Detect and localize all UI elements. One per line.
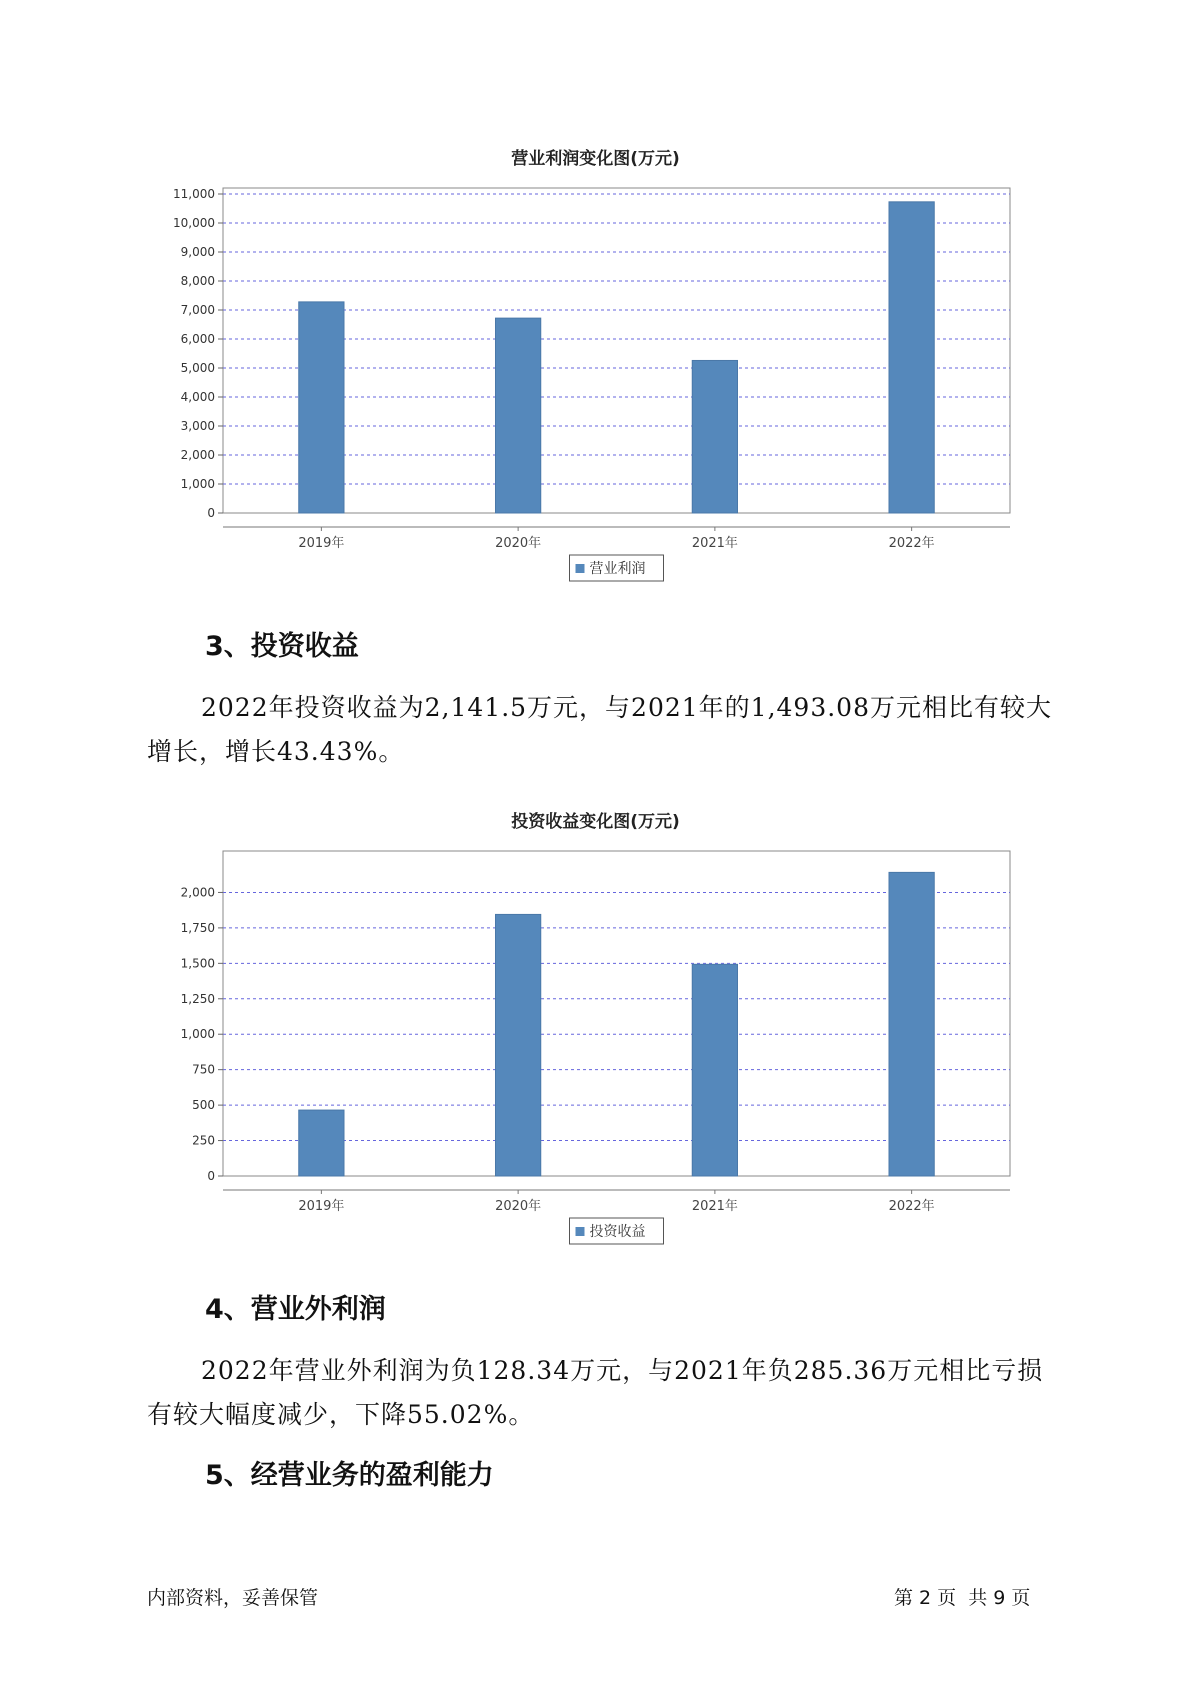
x-tick-label: 2022年	[888, 1199, 935, 1214]
x-tick-label: 2020年	[495, 536, 542, 551]
legend	[570, 1218, 664, 1244]
y-tick-label: 1,250	[180, 991, 215, 1006]
legend-label: 投资收益	[589, 1224, 646, 1240]
y-tick-label: 250	[192, 1133, 215, 1148]
y-tick-label: 500	[192, 1098, 215, 1113]
legend-label: 营业利润	[589, 561, 646, 577]
section-heading-operating-profitability: 5、经营业务的盈利能力	[205, 1460, 494, 1491]
operating-profit-chart	[140, 175, 1040, 595]
y-tick-label: 2,000	[180, 885, 215, 900]
y-tick-label: 11,000	[173, 187, 215, 201]
y-tick-label: 0	[207, 1169, 215, 1183]
chart-title-operating-profit: 营业利润变化图(万元)	[511, 149, 680, 169]
y-tick-label: 9,000	[180, 245, 215, 259]
section-text-non-operating-profit: 2022年营业外利润为负128.34万元，与2021年负285.36万元相比亏损有较大幅度减少，下降55.02%。	[147, 1356, 1044, 1429]
bar-2019年	[299, 1110, 344, 1176]
section-body-investment-income	[147, 686, 1062, 774]
bar-2021年	[692, 964, 737, 1176]
y-tick-label: 1,000	[180, 1027, 215, 1042]
y-tick-label: 5,000	[180, 361, 215, 375]
x-tick-label: 2019年	[298, 1199, 345, 1214]
bar-2020年	[495, 318, 540, 513]
section-text-investment-income: 2022年投资收益为2,141.5万元，与2021年的1,493.08万元相比有较大增长，增长43.43%。	[147, 693, 1052, 766]
x-tick-label: 2020年	[495, 1199, 542, 1214]
section-heading-investment-income: 3、投资收益	[205, 631, 359, 662]
y-tick-label: 1,750	[180, 920, 215, 935]
x-tick-label: 2021年	[691, 536, 738, 551]
bar-2020年	[495, 914, 540, 1176]
y-tick-label: 6,000	[180, 332, 215, 346]
x-tick-label: 2021年	[691, 1199, 738, 1214]
bar-2019年	[299, 302, 344, 513]
bar-2021年	[692, 360, 737, 513]
footer-page-number: 第 2 页 共 9 页	[894, 1587, 1031, 1609]
legend	[570, 555, 664, 581]
x-tick-label: 2019年	[298, 536, 345, 551]
investment-income-chart	[140, 838, 1040, 1258]
x-tick-label: 2022年	[888, 536, 935, 551]
y-tick-label: 1,500	[180, 956, 215, 971]
footer-left: 内部资料，妥善保管	[147, 1587, 319, 1609]
legend-swatch	[576, 564, 585, 573]
bar-2022年	[889, 202, 934, 513]
chart-title-investment-income: 投资收益变化图(万元)	[511, 812, 680, 832]
y-tick-label: 8,000	[180, 274, 215, 288]
y-tick-label: 1,000	[180, 477, 215, 491]
y-tick-label: 2,000	[180, 448, 215, 462]
y-tick-label: 0	[207, 506, 215, 520]
y-tick-label: 4,000	[180, 390, 215, 404]
y-tick-label: 3,000	[180, 419, 215, 433]
legend-swatch	[576, 1227, 585, 1236]
y-tick-label: 750	[192, 1062, 215, 1077]
y-tick-label: 7,000	[180, 303, 215, 317]
y-tick-label: 10,000	[173, 216, 215, 230]
bar-2022年	[889, 872, 934, 1176]
section-body-non-operating-profit	[147, 1349, 1062, 1437]
section-heading-non-operating-profit: 4、营业外利润	[205, 1294, 386, 1325]
